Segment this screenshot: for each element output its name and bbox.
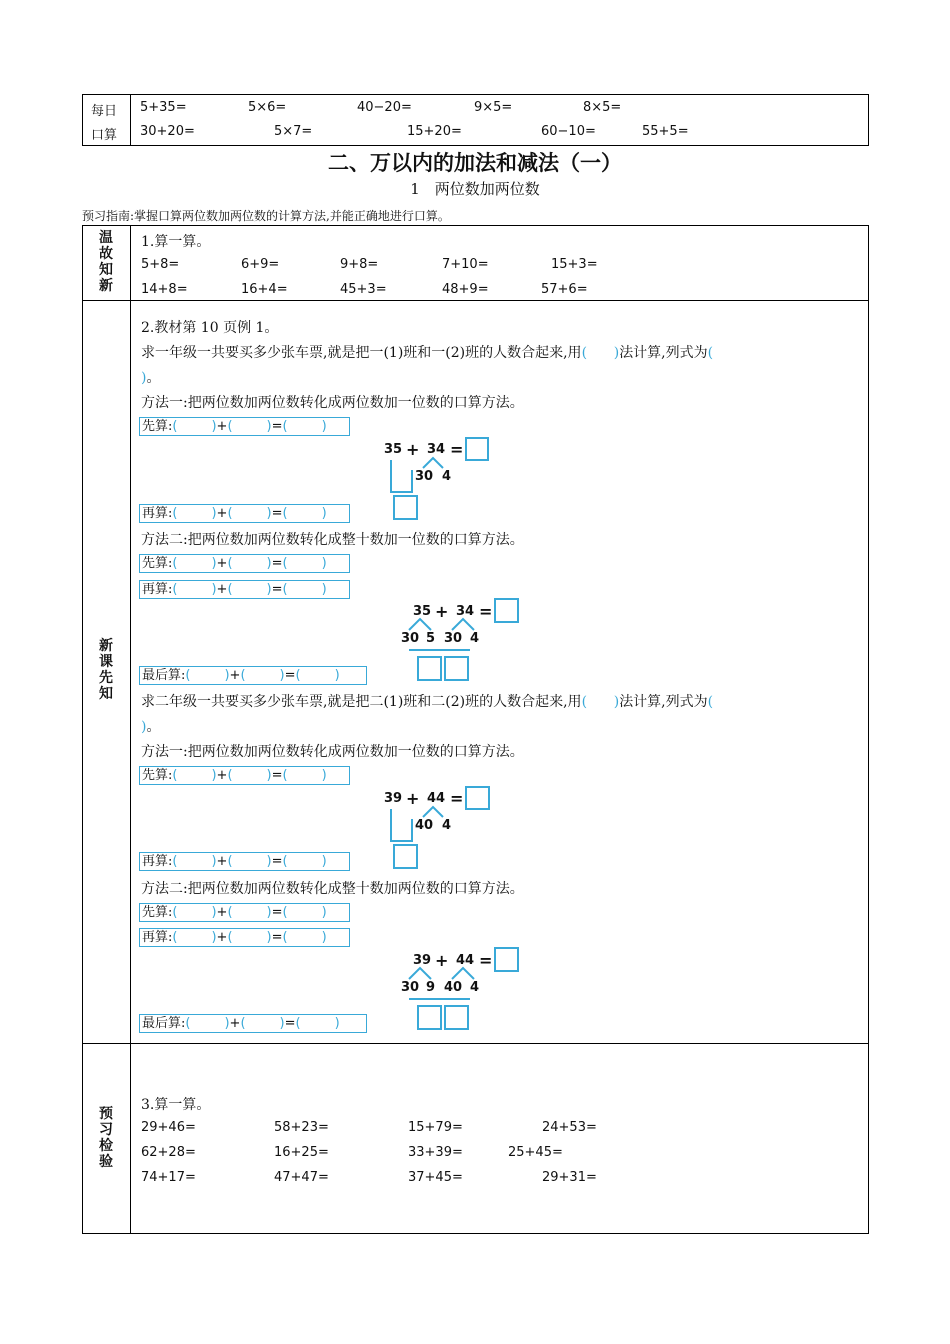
question-text: 求一年级一共要买多少张车票,就是把一(1)班和一(2)班的人数合起来,用 [141,345,582,361]
plus-op: + [435,951,449,970]
daily-divider [130,94,131,146]
addend-a: 39 [413,953,432,968]
split-part: 30 [401,980,420,995]
daily-item: 40−20= [357,100,412,115]
answer-blank[interactable]: ( [707,345,714,361]
split-lines [400,616,490,656]
answer-box[interactable] [465,786,490,810]
last-label: 最后算: [142,1016,186,1031]
plus-sign: + [216,506,228,521]
then-calc-row[interactable]: 再算:( )+( )=( ) [139,928,350,947]
last-calc-row[interactable]: 最后算:( )+( )=( ) [139,666,367,685]
section-heading: 3.算一算。 [141,1097,211,1113]
section-heading: 2.教材第 10 页例 1。 [141,320,279,336]
plus-sign: + [216,582,228,597]
split-part: 40 [415,818,434,833]
daily-label-1: 每日 [91,104,118,119]
answer-box[interactable] [417,656,442,681]
last-label: 最后算: [142,668,186,683]
calc-item: 29+46= [141,1120,196,1135]
calc-item: 29+31= [542,1170,597,1185]
calc-item: 15+79= [408,1120,463,1135]
first-label: 先算: [142,768,173,783]
equals-op: = [479,951,493,970]
calc-item: 16+25= [274,1145,329,1160]
plus-sign: + [216,556,228,571]
answer-blank[interactable]: ( ) [581,345,620,361]
then-calc-row[interactable]: 再算:( )+( )=( ) [139,852,350,871]
split-part: 30 [401,631,420,646]
calc-item: 47+47= [274,1170,329,1185]
answer-box[interactable] [417,1005,442,1030]
split-part: 9 [426,980,436,995]
plus-sign: + [216,930,228,945]
calc-item: 15+3= [551,257,598,272]
question-1-end: )。 [141,370,161,386]
first-label: 先算: [142,556,173,571]
row-divider [82,300,869,301]
daily-item: 9×5= [474,100,513,115]
main-divider [130,225,131,1234]
section-label-check: 预习检验 [99,1106,113,1170]
addend-a: 35 [384,442,403,457]
calc-item: 16+4= [241,282,288,297]
addend-b: 44 [456,953,475,968]
equals-sign: = [271,582,283,597]
calc-item: 33+39= [408,1145,463,1160]
section-label-review: 温故知新 [99,230,113,294]
calc-item: 57+6= [541,282,588,297]
equals-op: = [450,440,464,459]
equals-sign: = [271,930,283,945]
calc-item: 48+9= [442,282,489,297]
calc-item: 24+53= [542,1120,597,1135]
daily-item: 5×6= [248,100,287,115]
row-divider [82,1043,869,1044]
answer-blank[interactable]: ( [707,694,714,710]
daily-item: 60−10= [541,124,596,139]
addend-b: 34 [427,442,446,457]
calc-item: 37+45= [408,1170,463,1185]
plus-sign: + [216,854,228,869]
question-mid: 法计算,列式为 [619,345,708,361]
chapter-title: 二、万以内的加法和减法（一） [328,150,622,175]
question-mid: 法计算,列式为 [619,694,708,710]
answer-blank[interactable]: ( ) [581,694,620,710]
question-end: 。 [146,370,161,386]
daily-item: 5×7= [274,124,313,139]
split-lines [380,804,460,849]
answer-box[interactable] [465,437,489,461]
split-part: 4 [442,469,452,484]
addend-a: 39 [384,791,403,806]
equals-sign: = [271,556,283,571]
calc-item: 45+3= [340,282,387,297]
then-label: 再算: [142,930,173,945]
equals-op: = [450,789,464,808]
calc-item: 7+10= [442,257,489,272]
split-lines [400,965,490,1005]
answer-box[interactable] [494,598,519,623]
addend-b: 34 [456,604,475,619]
calc-item: 9+8= [340,257,379,272]
question-1 [141,342,713,362]
equals-sign: = [271,768,283,783]
then-label: 再算: [142,582,173,597]
plus-sign: + [216,419,228,434]
addend-b: 44 [427,791,446,806]
plus-sign: + [216,905,228,920]
method-text: 方法二:把两位数加两位数转化成整十数加两位数的口算方法。 [141,881,524,897]
daily-item: 8×5= [583,100,622,115]
calc-item: 58+23= [274,1120,329,1135]
method-text: 方法一:把两位数加两位数转化成两位数加一位数的口算方法。 [141,744,524,760]
method-text: 方法二:把两位数加两位数转化成整十数加一位数的口算方法。 [141,532,524,548]
calc-item: 14+8= [141,282,188,297]
first-calc-row[interactable]: 先算:( )+( )=( ) [139,554,350,573]
then-label: 再算: [142,854,173,869]
equals-sign: = [271,854,283,869]
equals-sign: = [284,1016,296,1031]
plus-sign: + [229,668,241,683]
split-part: 4 [442,818,452,833]
daily-item: 5+35= [140,100,187,115]
first-label: 先算: [142,419,173,434]
answer-box[interactable] [494,947,519,972]
plus-op: + [435,602,449,621]
section-heading: 1.算一算。 [141,234,211,250]
split-part: 5 [426,631,436,646]
answer-box[interactable] [444,1005,469,1030]
main-table [82,225,869,1234]
first-calc-row[interactable]: 先算:( )+( )=( ) [139,903,350,922]
calc-item: 74+17= [141,1170,196,1185]
answer-box[interactable] [444,656,469,681]
question-2 [141,691,713,711]
calc-item: 25+45= [508,1145,563,1160]
split-part: 30 [415,469,434,484]
answer-box[interactable] [393,495,418,520]
equals-sign: = [284,668,296,683]
then-calc-row[interactable]: 再算:( )+( )=( ) [139,580,350,599]
lesson-title: 1 两位数加两位数 [410,180,540,198]
question-2-end: )。 [141,719,161,735]
plus-sign: + [229,1016,241,1031]
plus-sign: + [216,768,228,783]
split-part: 4 [470,980,480,995]
question-text: 求二年级一共要买多少张车票,就是把二(1)班和二(2)班的人数合起来,用 [141,694,582,710]
split-part: 4 [470,631,480,646]
preview-guide: 预习指南:掌握口算两位数加两位数的计算方法,并能正确地进行口算。 [82,209,450,223]
first-label: 先算: [142,905,173,920]
plus-op: + [406,789,420,808]
daily-item: 30+20= [140,124,195,139]
then-label: 再算: [142,506,173,521]
method-text: 方法一:把两位数加两位数转化成两位数加一位数的口算方法。 [141,395,524,411]
first-calc-row[interactable]: 先算:( )+( )=( ) [139,766,350,785]
plus-op: + [406,440,420,459]
addend-a: 35 [413,604,432,619]
answer-box[interactable] [393,844,418,869]
question-end: 。 [146,719,161,735]
calc-item: 62+28= [141,1145,196,1160]
section-label-new: 新课先知 [99,638,113,702]
split-part: 40 [444,980,463,995]
last-calc-row[interactable]: 最后算:( )+( )=( ) [139,1014,367,1033]
then-calc-row[interactable]: 再算:( )+( )=( ) [139,504,350,523]
equals-sign: = [271,905,283,920]
daily-item: 15+20= [407,124,462,139]
equals-sign: = [271,419,283,434]
calc-item: 5+8= [141,257,180,272]
equals-sign: = [271,506,283,521]
equals-op: = [479,602,493,621]
split-part: 30 [444,631,463,646]
split-lines [380,455,460,500]
first-calc-row[interactable]: 先算:( )+( )=( ) [139,417,350,436]
daily-item: 55+5= [642,124,689,139]
daily-label-2: 口算 [91,128,118,143]
calc-item: 6+9= [241,257,280,272]
